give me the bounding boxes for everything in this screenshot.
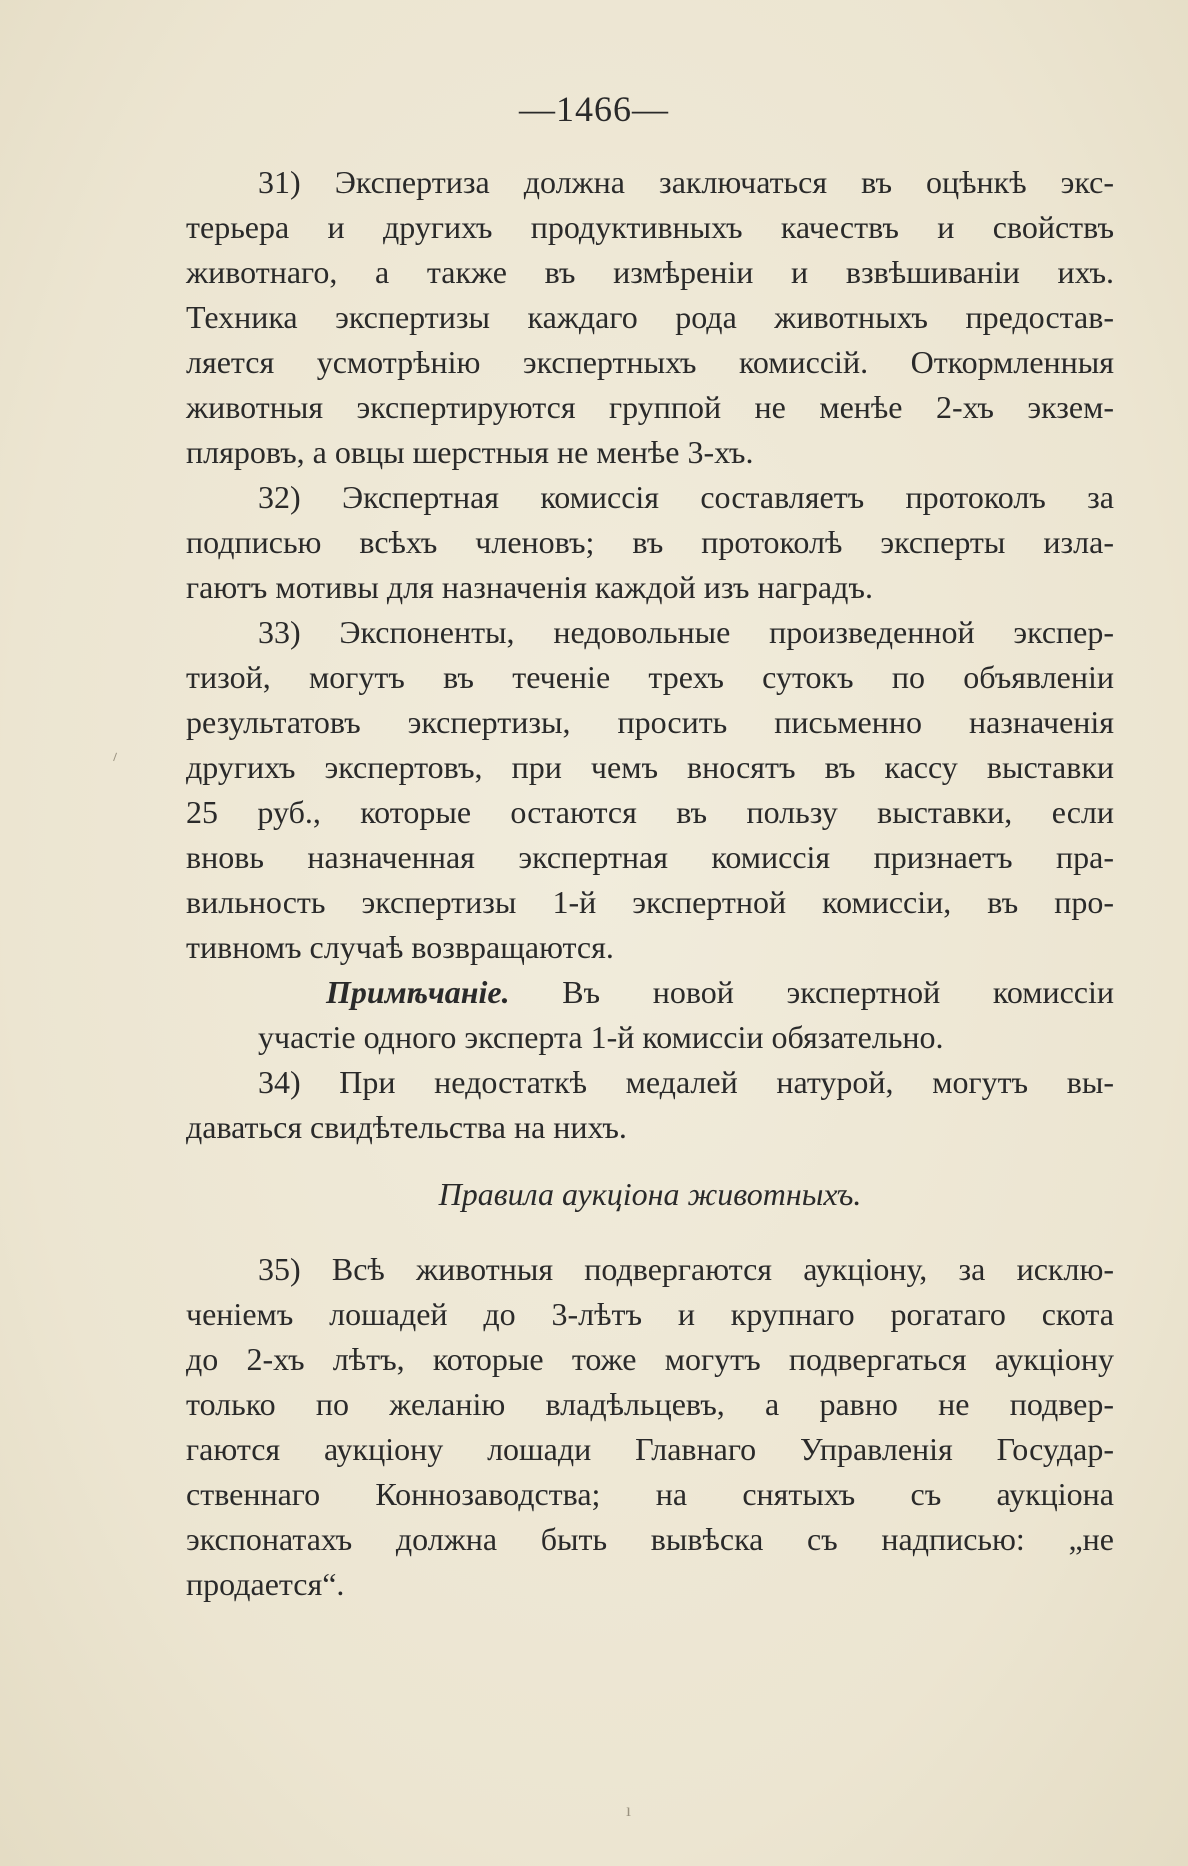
- text-line: результатовъ экспертизы, просить письменно назначенія: [186, 704, 1114, 740]
- text-line: до 2-хъ лѣтъ, которые тоже могутъ подвергаться аукціону: [186, 1341, 1114, 1377]
- text-line: вновь назначенная экспертная комиссія признаетъ пра-: [186, 839, 1114, 875]
- note-label: Примѣчаніе.: [326, 974, 510, 1010]
- stray-mark: ⸍: [108, 749, 125, 771]
- paragraph-32: [186, 475, 1114, 610]
- text-line: подписью всѣхъ членовъ; въ протоколѣ эксперты изла-: [186, 524, 1114, 560]
- note-line: участіе одного эксперта 1-й комиссіи обязательно.: [258, 1019, 944, 1055]
- text-line: Техника экспертизы каждаго рода животныхъ предостав-: [186, 299, 1114, 335]
- text-line: животнаго, а также въ измѣреніи и взвѣшиваніи ихъ.: [186, 254, 1114, 290]
- text-line: 33) Экспоненты, недовольные произведенной экспер-: [258, 614, 1114, 650]
- text-line: тивномъ случаѣ возвращаются.: [186, 929, 614, 965]
- paragraph-33: [186, 610, 1114, 970]
- text-line: ляется усмотрѣнію экспертныхъ комиссій. Откормленныя: [186, 344, 1114, 380]
- text-line: гаются аукціону лошади Главнаго Управленія Государ-: [186, 1431, 1114, 1467]
- text-line: ственнаго Коннозаводства; на снятыхъ съ аукціона: [186, 1476, 1114, 1512]
- text-line: терьера и другихъ продуктивныхъ качествъ и свойствъ: [186, 209, 1114, 245]
- paragraph-35: [186, 1247, 1114, 1607]
- text-line: тизой, могутъ въ теченіе трехъ сутокъ по объявленіи: [186, 659, 1114, 695]
- text-line: 32) Экспертная комиссія составляетъ протоколъ за: [258, 479, 1114, 515]
- text-line: 35) Всѣ животныя подвергаются аукціону, за исклю-: [258, 1251, 1114, 1287]
- text-line: продается“.: [186, 1566, 345, 1602]
- note-line: [186, 970, 1114, 1015]
- text-line: даваться свидѣтельства на нихъ.: [186, 1109, 627, 1145]
- text-line: экспонатахъ должна быть вывѣска съ надписью: „не: [186, 1521, 1114, 1557]
- text-line: вильность экспертизы 1-й экспертной комиссіи, въ про-: [186, 884, 1114, 920]
- text-line: животныя экспертируются группой не менѣе 2-хъ экзем-: [186, 389, 1114, 425]
- text-line: гаютъ мотивы для назначенія каждой изъ наградъ.: [186, 569, 873, 605]
- text-line: другихъ экспертовъ, при чемъ вносятъ въ кассу выставки: [186, 749, 1114, 785]
- page-number: —1466—: [519, 89, 669, 129]
- note-text: Въ новой экспертной комиссіи: [509, 974, 1114, 1010]
- text-body: [186, 160, 1114, 1607]
- section-heading: Правила аукціона животныхъ.: [438, 1176, 862, 1212]
- stray-mark: ı: [626, 1800, 632, 1820]
- text-line: только по желанію владѣльцевъ, а равно не подвер-: [186, 1386, 1114, 1422]
- paragraph-31: [186, 160, 1114, 475]
- text-line: ченіемъ лошадей до 3-лѣтъ и крупнаго рогатаго скота: [186, 1296, 1114, 1332]
- text-line: пляровъ, а овцы шерстныя не менѣе 3-хъ.: [186, 434, 754, 470]
- note: [186, 970, 1114, 1060]
- text-line: 34) При недостаткѣ медалей натурой, могутъ вы-: [258, 1064, 1114, 1100]
- text-line: 31) Экспертиза должна заключаться въ оцѣнкѣ экс-: [258, 164, 1114, 200]
- paragraph-34: [186, 1060, 1114, 1150]
- text-line: 25 руб., которые остаются въ пользу выставки, если: [186, 794, 1114, 830]
